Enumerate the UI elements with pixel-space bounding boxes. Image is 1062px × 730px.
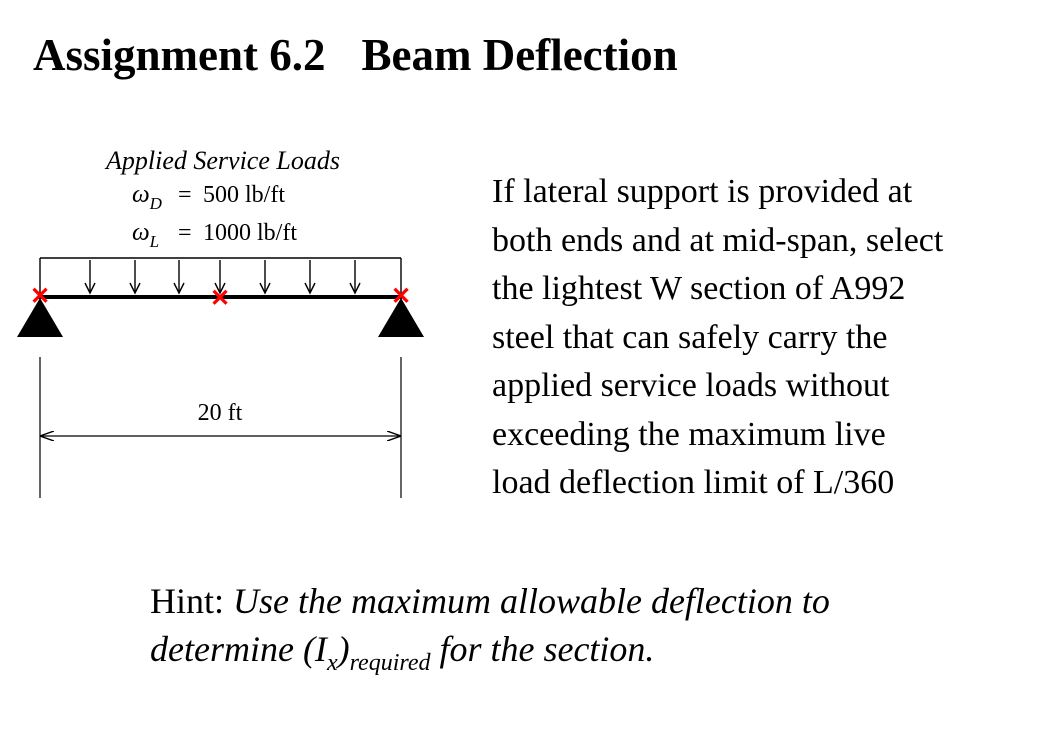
lateral-support-mark-right: ✕	[390, 284, 412, 310]
beam-diagram	[0, 0, 480, 520]
dead-load-equals: =	[178, 182, 192, 208]
live-load-symbol: $\omega_L$	[132, 219, 160, 251]
problem-line-7: load deflection limit of L/360	[492, 464, 895, 501]
problem-line-2: both ends and at mid-span, select	[492, 221, 944, 259]
assignment-name: Beam Deflection	[361, 30, 678, 80]
hint-x-subscript: x	[326, 650, 338, 676]
live-load-value: 1000 lb/ft	[203, 220, 297, 246]
lateral-support-mark-mid: ✕	[209, 286, 231, 312]
load-arrow	[350, 260, 360, 293]
span-label: 20 ft	[197, 400, 243, 426]
problem-line-4: steel that can safely carry the	[492, 318, 888, 356]
hint-line-2	[150, 625, 830, 676]
live-load-equals: =	[178, 220, 192, 246]
load-arrow	[174, 260, 184, 293]
dead-load-value: 500 lb/ft	[203, 182, 285, 208]
hint-text-3: for the section.	[439, 629, 655, 669]
hint-close-paren: )	[337, 629, 350, 669]
hint-line-1	[150, 577, 830, 625]
hint-required-subscript: required	[349, 650, 431, 676]
assignment-number: Assignment 6.2	[33, 30, 326, 80]
load-arrow	[85, 260, 95, 293]
load-arrow	[260, 260, 270, 293]
dead-load-label	[132, 181, 285, 213]
problem-statement	[492, 168, 1052, 508]
dead-load-symbol: $\omega_D$	[132, 181, 162, 213]
hint-text-2: determine (I	[150, 629, 327, 669]
problem-line-3: the lightest W section of A992	[492, 270, 906, 307]
load-arrow	[130, 260, 140, 293]
problem-line-6: exceeding the maximum live	[492, 415, 886, 453]
hint-label: Hint:	[150, 581, 225, 621]
live-load-label	[132, 219, 297, 251]
problem-line-5: applied service loads without	[492, 367, 890, 404]
lateral-support-mark-left: ✕	[29, 284, 51, 310]
hint-text-1: Use the maximum allowable deflection to	[233, 581, 830, 621]
load-arrow	[305, 260, 315, 293]
hint	[150, 577, 830, 676]
loads-heading: Applied Service Loads	[106, 146, 340, 175]
problem-line-1: If lateral support is provided at	[492, 173, 913, 210]
